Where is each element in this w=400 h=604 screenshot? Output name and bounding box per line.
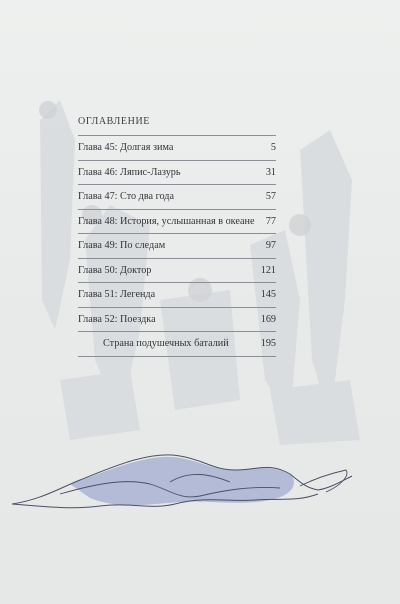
toc-entry-page: 31 [265,166,276,178]
toc-entry-page: 145 [260,289,276,301]
toc-entry-page: 5 [270,142,276,154]
toc-entry[interactable] [78,210,276,235]
toc-entry-label: Глава 50: Доктор [78,264,152,276]
toc-entry-page: 169 [260,313,276,325]
toc-entry[interactable] [78,234,276,259]
toc-entry-page: 97 [265,240,276,252]
toc-entry[interactable] [78,283,276,308]
toc-entry[interactable] [78,161,276,186]
toc-entry[interactable] [78,308,276,333]
toc-entry-label: Глава 48: История, услышанная в океане [78,215,255,227]
toc-entry-page: 77 [265,215,276,227]
toc-entry[interactable] [78,259,276,284]
whale-body-fill [70,457,294,505]
toc-entry-label: Глава 52: Поездка [78,313,156,325]
toc-entry-bonus[interactable] [78,332,276,357]
table-of-contents [78,116,276,357]
toc-entry-page: 57 [265,191,276,203]
toc-entry-label: Глава 49: По следам [78,240,166,252]
toc-entry-page: 195 [260,338,276,350]
toc-entry[interactable] [78,136,276,161]
toc-entry-label: Страна подушечных баталий [103,338,229,350]
whale-illustration [0,440,400,530]
toc-entry-label: Глава 45: Долгая зима [78,142,174,154]
toc-entry[interactable] [78,185,276,210]
toc-title: ОГЛАВЛЕНИЕ [78,116,150,127]
toc-entry-label: Глава 47: Сто два года [78,191,175,203]
toc-entry-page: 121 [260,264,276,276]
toc-entry-label: Глава 46: Ляпис-Лазурь [78,166,181,178]
toc-entry-label: Глава 51: Легенда [78,289,156,301]
